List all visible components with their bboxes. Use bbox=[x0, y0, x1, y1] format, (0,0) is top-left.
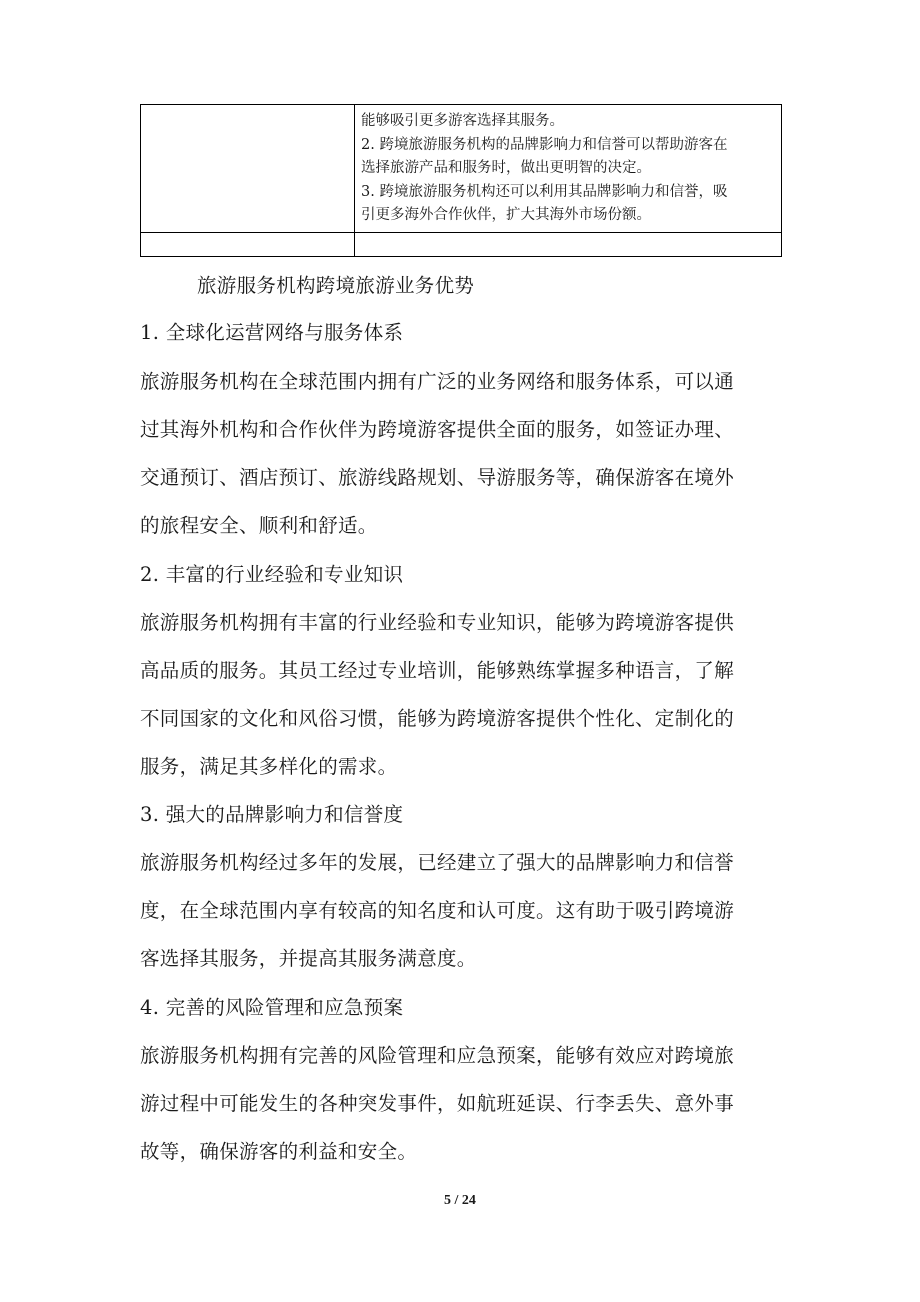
paragraph-line: 旅游服务机构拥有完善的风险管理和应急预案，能够有效应对跨境旅 bbox=[140, 1044, 735, 1067]
content-table bbox=[140, 104, 782, 257]
section-heading: 4. 完善的风险管理和应急预案 bbox=[140, 996, 404, 1019]
table-cell-line: 选择旅游产品和服务时，做出更明智的决定。 bbox=[361, 160, 651, 176]
table-cell-line: 3. 跨境旅游服务机构还可以利用其品牌影响力和信誉，吸 bbox=[361, 183, 728, 200]
paragraph-line: 旅游服务机构经过多年的发展，已经建立了强大的品牌影响力和信誉 bbox=[140, 851, 735, 874]
page-number: 5 / 24 bbox=[444, 1193, 476, 1208]
table-row-empty bbox=[141, 232, 782, 256]
paragraph-line: 故等，确保游客的利益和安全。 bbox=[140, 1140, 418, 1163]
paragraph-line: 度，在全球范围内享有较高的知名度和认可度。这有助于吸引跨境游 bbox=[140, 899, 735, 922]
paragraph-line: 交通预订、酒店预订、旅游线路规划、导游服务等，确保游客在境外 bbox=[140, 466, 735, 489]
table-cell-empty bbox=[141, 232, 355, 256]
paragraph-line: 不同国家的文化和风俗习惯，能够为跨境游客提供个性化、定制化的 bbox=[140, 707, 735, 730]
paragraph-line: 高品质的服务。其员工经过专业培训，能够熟练掌握多种语言，了解 bbox=[140, 659, 735, 682]
paragraph-line: 过其海外机构和合作伙伴为跨境游客提供全面的服务，如签证办理、 bbox=[140, 418, 735, 441]
table-row bbox=[141, 105, 782, 233]
table-cell-text bbox=[355, 105, 782, 233]
paragraph-line: 的旅程安全、顺利和舒适。 bbox=[140, 514, 378, 537]
section-heading: 3. 强大的品牌影响力和信誉度 bbox=[140, 803, 404, 826]
paragraph-line: 服务，满足其多样化的需求。 bbox=[140, 755, 398, 778]
table-cell-line: 引更多海外合作伙伴，扩大其海外市场份额。 bbox=[361, 207, 651, 223]
section-title: 旅游服务机构跨境旅游业务优势 bbox=[197, 274, 475, 297]
table-cell-line: 能够吸引更多游客选择其服务。 bbox=[361, 113, 564, 129]
paragraph-line: 客选择其服务，并提高其服务满意度。 bbox=[140, 947, 477, 970]
section-heading: 1. 全球化运营网络与服务体系 bbox=[140, 321, 404, 344]
paragraph-line: 旅游服务机构拥有丰富的行业经验和专业知识，能够为跨境游客提供 bbox=[140, 611, 735, 634]
table-cell-line: 2. 跨境旅游服务机构的品牌影响力和信誉可以帮助游客在 bbox=[361, 136, 728, 153]
paragraph-line: 游过程中可能发生的各种突发事件，如航班延误、行李丢失、意外事 bbox=[140, 1092, 735, 1115]
table-cell-empty bbox=[141, 105, 355, 233]
paragraph-line: 旅游服务机构在全球范围内拥有广泛的业务网络和服务体系，可以通 bbox=[140, 370, 735, 393]
section-heading: 2. 丰富的行业经验和专业知识 bbox=[140, 563, 404, 586]
table-cell-empty bbox=[355, 232, 782, 256]
